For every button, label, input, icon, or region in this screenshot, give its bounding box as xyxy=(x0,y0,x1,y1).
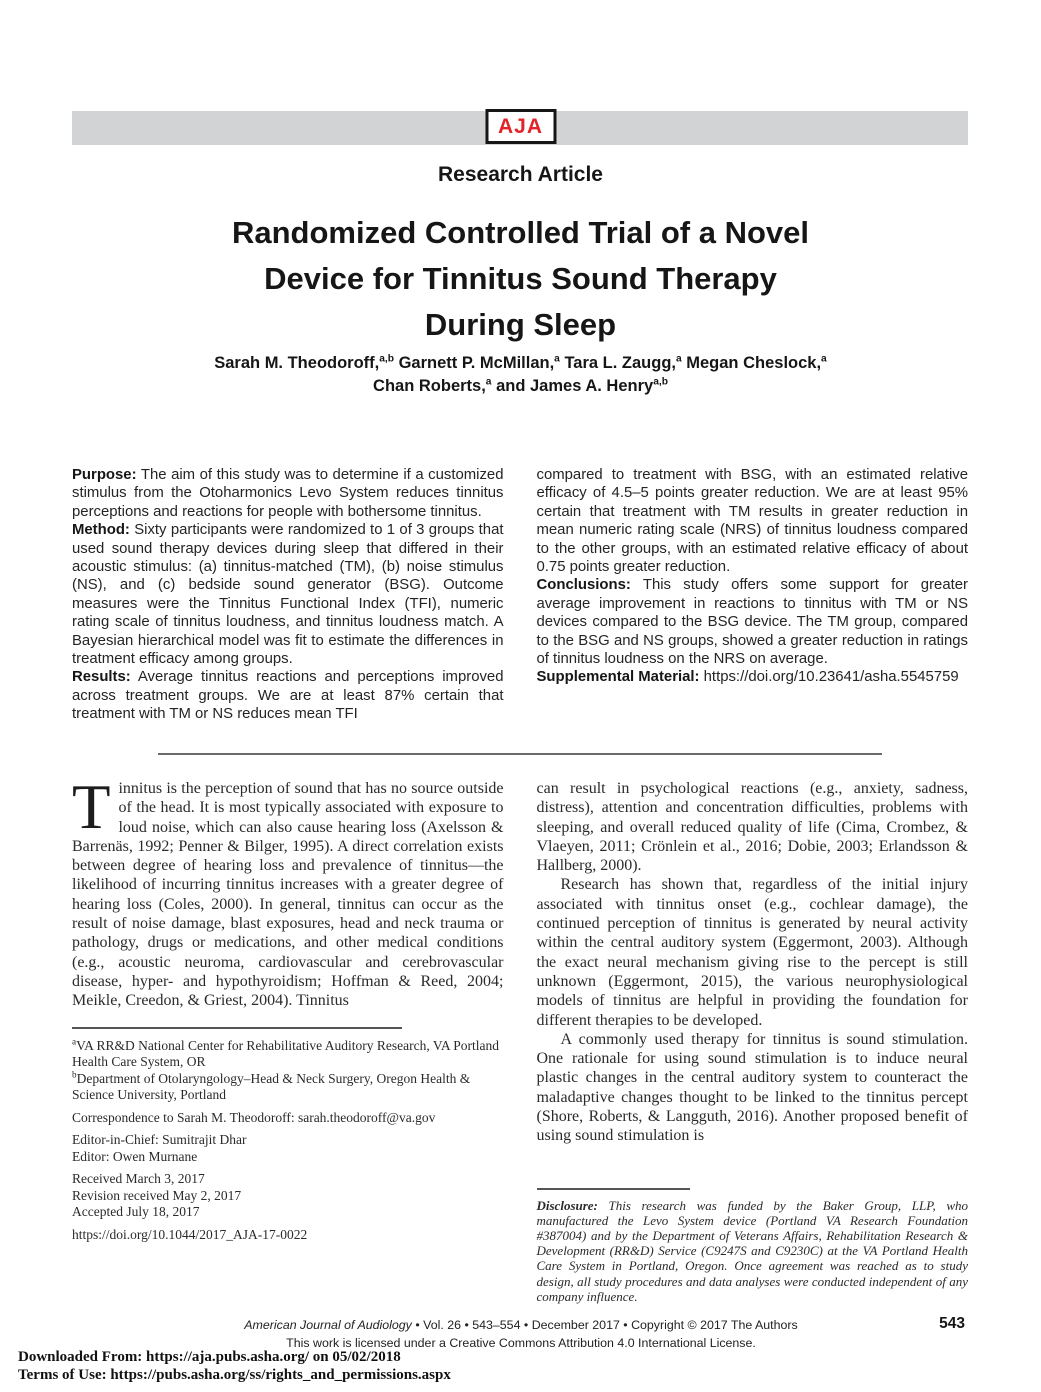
affiliation-a-mark: a xyxy=(72,1036,77,1047)
body-paragraph-2: can result in psychological reactions (e.g., anxiety, sadness, distress), attention and concentration difficulties, problems with sleeping, and overall reduced quality of life (Cima, Crombez, & Vlaeyen, 2011; Crönlein et al., 2016; Dobie, 2003; Erlandsson & Hallberg, 2000). xyxy=(536,780,968,875)
footnote-rule xyxy=(72,1027,402,1029)
author-name: Garnett P. McMillan, xyxy=(394,354,555,372)
disclosure-text: This research was funded by the Baker Group, LLP, who manufactured the Levo System device (Portland VA Research Foundation #387004) and by the Department of Veterans Affairs, Rehabilitation Research & Development (RR&D) Service (C9247S and C9230C) at the VA Portland Health Care System in Portland, Oregon. Once agreement was reached as to study design, all study procedures and data analyses were conducted independent of any company influence. xyxy=(536,1197,968,1304)
author-affiliation-mark: a,b xyxy=(379,353,395,365)
affiliation-a xyxy=(72,1038,504,1071)
terms-of-use-link[interactable]: Terms of Use: https://pubs.asha.org/ss/rights_and_permissions.aspx xyxy=(18,1366,451,1383)
affiliation-b-mark: b xyxy=(72,1069,77,1080)
author-name: Chan Roberts, xyxy=(373,377,486,395)
affiliation-a-text: VA RR&D National Center for Rehabilitative Auditory Research, VA Portland Health Care System, OR xyxy=(72,1037,500,1070)
correspondence-line[interactable] xyxy=(72,1110,504,1127)
abstract-right-column xyxy=(537,466,969,724)
author-affiliation-mark: a xyxy=(485,376,492,388)
article-title-line2: Device for Tinnitus Sound Therapy xyxy=(264,261,777,296)
abstract-method-label: Method: xyxy=(72,522,130,539)
author-line-1 xyxy=(0,352,1041,375)
affiliation-b-text: Department of Otolaryngology–Head & Neck Surgery, Oregon Health & Science University, Portland xyxy=(72,1070,471,1103)
disclosure-rule xyxy=(537,1188,690,1190)
body-paragraph-4: A commonly used therapy for tinnitus is sound stimulation. One rationale for using sound stimulation is to induce neural plastic changes in the central auditory system to counteract the maladaptive changes thought to be linked to the tinnitus percept (Shore, Roberts, & Langguth, 2016). Another proposed benefit of using sound stimulation is xyxy=(536,1030,968,1145)
abstract-conclusions-text: This study offers some support for greater average improvement in reactions to tinnitus with TM or NS devices compared to the BSG device. The TM group, compared to the BSG and NS groups, showed a greater reduction in ratings of tinnitus loudness on the NRS on average. xyxy=(536,577,968,668)
supplemental-material-link[interactable]: https://doi.org/10.23641/asha.5545759 xyxy=(699,669,959,686)
abstract-method-text: Sixty participants were randomized to 1 of 3 groups that used sound therapy devices during sleep that differed in their acoustic stimulus: (a) tinnitus-matched (TM), (b) noise stimulus (NS), and (c) bedside sound generator (BSG). Outcome measures were the Tinnitus Functional Index (TFI), numeric rating scale of tinnitus loudness, and tinnitus loudness match. A Bayesian hierarchical model was fit to estimate the differences in treatment efficacy among groups. xyxy=(72,522,504,668)
abstract-conclusions-label: Conclusions: xyxy=(536,577,631,594)
journal-logo: AJA xyxy=(485,109,556,144)
author-name: and James A. Henry xyxy=(491,377,654,395)
abstract-supplemental xyxy=(537,668,969,686)
body-paragraph-1-text: innitus is the perception of sound that has no source outside of the head. It is most typically associated with exposure to loud noise, which can also cause hearing loss (Axelsson & Barrenäs, 1992; Penner & Bilger, 1995). A direct correlation exists between degree of hearing loss and prevalence of tinnitus—the likelihood of incurring tinnitus increases with a greater degree of hearing loss (Coles, 2000). In general, tinnitus can occur as the result of noise damage, blast exposures, head and neck trauma or pathology, drugs or medications, and other medical conditions (e.g., acoustic neuroma, cardiovascular and cerebrovascular disease, hyper- and hypothyroidism; Hoffman & Reed, 2004; Meikle, Creedon, & Griest, 2004). Tinnitus xyxy=(72,780,504,1010)
article-title-line1: Randomized Controlled Trial of a Novel xyxy=(231,215,809,250)
abstract-results-text: Average tinnitus reactions and perceptions improved across treatment groups. We are at least 87% certain that treatment with TM or NS reduces mean TFI xyxy=(72,669,504,723)
body-left-column xyxy=(72,772,504,1304)
abstract-purpose xyxy=(72,466,504,521)
author-name: Tara L. Zaugg, xyxy=(559,354,676,372)
author-list xyxy=(0,352,1041,398)
body-right-column xyxy=(537,779,969,1304)
abstract-purpose-text: The aim of this study was to determine if a customized stimulus from the Otoharmonics Levo System reduces tinnitus perceptions and reactions for people with bothersome tinnitus. xyxy=(72,467,504,520)
abstract-method xyxy=(72,521,504,668)
editor-line: Editor: Owen Murnane xyxy=(72,1148,198,1164)
body-paragraph-3: Research has shown that, regardless of the initial injury associated with tinnitus onset (e.g., cochlear damage), the continued perception of tinnitus is generated by neural activity within the central auditory system (Eggermont, 2003). Although the exact neural mechanism giving rise to the percept is still unknown (Eggermont, 2015), the various neurophysiological models of tinnitus are helpful in providing the foundation for different therapies to be developed. xyxy=(536,876,968,1029)
footnotes xyxy=(72,1027,504,1244)
abstract-results xyxy=(72,668,504,723)
editor-in-chief-line: Editor-in-Chief: Sumitrajit Dhar xyxy=(72,1132,247,1148)
accepted-line: Accepted July 18, 2017 xyxy=(72,1204,200,1220)
article-title xyxy=(0,210,1041,348)
download-stamp xyxy=(18,1349,451,1384)
abstract xyxy=(72,466,968,724)
author-affiliation-mark: a xyxy=(821,353,827,365)
article-type-label: Research Article xyxy=(438,163,603,186)
correspondence-text: Correspondence to Sarah M. Theodoroff: sarah.theodoroff@va.gov xyxy=(72,1109,436,1125)
disclosure xyxy=(537,1188,969,1304)
affiliation-b xyxy=(72,1071,504,1104)
abstract-results-continued-text: compared to treatment with BSG, with an estimated relative efficacy of 4.5–5 points greater reduction. We are at least 95% certain that treatment with TM results in greater reduction in mean numeric rating scale (NRS) of tinnitus loudness compared to the other groups, with an estimated relative efficacy of about 0.75 points greater reduction. xyxy=(536,467,968,576)
drop-cap: T xyxy=(72,772,111,842)
abstract-supplemental-label: Supplemental Material: xyxy=(536,669,700,686)
article-doi-link[interactable]: https://doi.org/10.1044/2017_AJA-17-0022 xyxy=(72,1226,308,1242)
license-line: This work is licensed under a Creative Commons Attribution 4.0 International License. xyxy=(286,1336,756,1350)
disclosure-label: Disclosure: xyxy=(536,1197,598,1213)
article-title-line3: During Sleep xyxy=(424,307,617,342)
abstract-results-continued xyxy=(537,466,969,576)
abstract-divider-rule xyxy=(158,753,882,755)
page-number: 543 xyxy=(939,1315,965,1332)
footer-citation-meta: • Vol. 26 • 543–554 • December 2017 • Copyright © 2017 The Authors xyxy=(411,1318,798,1332)
footer-citation-line xyxy=(76,1318,966,1332)
revision-line: Revision received May 2, 2017 xyxy=(72,1187,242,1203)
body-paragraph-1 xyxy=(72,772,504,1011)
abstract-results-label: Results: xyxy=(72,669,131,686)
downloaded-from-link[interactable]: Downloaded From: https://aja.pubs.asha.org/ on 05/02/2018 xyxy=(18,1349,401,1365)
author-affiliation-mark: a,b xyxy=(653,376,668,388)
author-affiliation-mark: a xyxy=(675,353,682,365)
abstract-purpose-label: Purpose: xyxy=(72,467,137,483)
author-affiliation-mark: a xyxy=(554,353,560,365)
author-name: Sarah M. Theodoroff, xyxy=(214,354,380,372)
abstract-left-column xyxy=(72,466,504,724)
received-line: Received March 3, 2017 xyxy=(72,1171,205,1187)
abstract-conclusions xyxy=(537,576,969,668)
body-text xyxy=(72,772,968,1304)
journal-name: American Journal of Audiology xyxy=(244,1318,412,1332)
author-line-2 xyxy=(0,375,1041,398)
author-name: Megan Cheslock, xyxy=(681,354,822,372)
